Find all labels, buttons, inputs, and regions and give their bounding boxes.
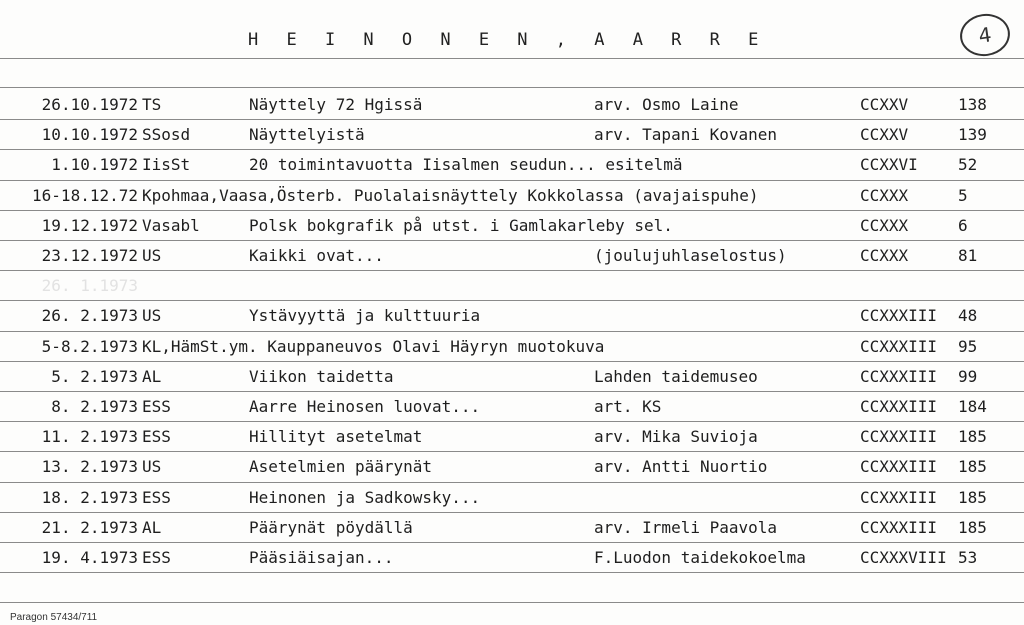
entry-page: 95 (958, 336, 978, 356)
entry-date: 11. 2.1973 (41, 427, 138, 447)
table-row (0, 150, 1024, 180)
table-row (0, 181, 1024, 211)
entry-volume: CCXXXIII (860, 336, 938, 356)
entry-title: Kaikki ovat... (249, 246, 384, 265)
entry-date: 16-18.12.72 (32, 185, 138, 205)
entry-title: 20 toimintavuotta Iisalmen seudun... esitelmä (249, 155, 683, 175)
entry-title: Ystävyyttä ja kulttuuria (249, 306, 481, 326)
entry-title: Polsk bokgrafik på utst. i Gamlakarleby sel. (249, 215, 673, 235)
entry-page: 6 (958, 215, 968, 235)
entry-volume: CCXXXIII (860, 457, 938, 477)
entry-source: US (142, 246, 162, 265)
entry-author: arv. Antti Nuortio (594, 457, 768, 477)
header-rule (0, 58, 1024, 59)
entry-volume: CCXXXIII (860, 366, 938, 386)
entry-page: 185 (958, 517, 987, 537)
entry-author: arv. Mika Suvioja (594, 427, 758, 447)
entry-volume: CCXXXIII (860, 306, 938, 326)
entry-page: 185 (958, 427, 987, 447)
entry-date: 10.10.1972 (41, 125, 138, 145)
entry-source: SSosd (142, 125, 191, 145)
table-top-rule (0, 87, 1024, 88)
entry-source: US (142, 457, 162, 477)
entry-date: 19. 4.1973 (41, 548, 138, 567)
entry-volume: CCXXX (860, 215, 909, 235)
table-row (0, 90, 1024, 120)
entry-source: IisSt (142, 155, 191, 175)
entry-date: 19.12.1972 (41, 215, 138, 235)
entry-author: F.Luodon taidekokoelma (594, 548, 806, 567)
entry-date: 26.10.1972 (41, 95, 138, 114)
entry-source: ESS (142, 548, 171, 567)
entry-volume: CCXXXIII (860, 397, 938, 416)
entry-volume: CCXXXIII (860, 487, 938, 507)
entry-page: 52 (958, 155, 978, 175)
entry-source: Vasabl (142, 215, 200, 235)
entry-source: KL,HämSt.ym. Kauppaneuvos Olavi Häyryn muotokuva (142, 336, 605, 356)
entry-source: ESS (142, 487, 171, 507)
entry-title: Näyttelyistä (249, 125, 365, 145)
entry-volume: CCXXVI (860, 155, 918, 175)
entry-title: Näyttely 72 Hgissä (249, 95, 423, 114)
bottom-rule (0, 602, 1024, 603)
entry-date: 26. 1.1973 (41, 276, 138, 296)
entry-source: ESS (142, 427, 171, 447)
card-title: H E I N O N E N , A A R R E (248, 30, 768, 50)
entry-title: Asetelmien päärynät (249, 457, 433, 477)
entry-date: 18. 2.1973 (41, 487, 138, 507)
entry-volume: CCXXXIII (860, 517, 938, 537)
entry-source: US (142, 306, 162, 326)
entry-author: (joulujuhlaselostus) (594, 246, 787, 265)
entry-title: Hillityt asetelmat (249, 427, 423, 447)
entry-title: Aarre Heinosen luovat... (249, 397, 481, 416)
entry-date: 13. 2.1973 (41, 457, 138, 477)
entry-source: Kpohmaa,Vaasa,Österb. Puolalaisnäyttely Kokkolassa (avajaispuhe) (142, 185, 759, 205)
entry-page: 138 (958, 95, 987, 114)
entry-date: 21. 2.1973 (41, 517, 138, 537)
entry-date: 5. 2.1973 (51, 366, 138, 386)
entry-source: ESS (142, 397, 171, 416)
entry-page: 185 (958, 487, 987, 507)
table-row (0, 362, 1024, 392)
entry-date: 26. 2.1973 (41, 306, 138, 326)
entry-page: 5 (958, 185, 968, 205)
circled-card-number-text: 4 (977, 22, 993, 48)
table-row (0, 513, 1024, 543)
entry-author: arv. Irmeli Paavola (594, 517, 778, 537)
entry-volume: CCXXXVIII (860, 548, 947, 567)
entry-volume: CCXXX (860, 246, 909, 265)
entry-title: Heinonen ja Sadkowsky... (249, 487, 481, 507)
entry-volume: CCXXV (860, 125, 909, 145)
table-row (0, 211, 1024, 241)
entry-author: arv. Osmo Laine (594, 95, 739, 114)
entry-page: 185 (958, 457, 987, 477)
entry-source: AL (142, 366, 162, 386)
entry-volume: CCXXX (860, 185, 909, 205)
entry-author: art. KS (594, 397, 662, 416)
table-row (0, 422, 1024, 452)
entry-source: TS (142, 95, 162, 114)
entry-volume: CCXXXIII (860, 427, 938, 447)
entry-date: 1.10.1972 (51, 155, 138, 175)
entry-page: 48 (958, 306, 978, 326)
row-rule (0, 572, 1024, 573)
entry-page: 184 (958, 397, 987, 416)
entry-page: 81 (958, 246, 978, 265)
entry-title: Viikon taidetta (249, 366, 394, 386)
entry-date: 8. 2.1973 (51, 397, 138, 416)
table-row (0, 452, 1024, 482)
entry-page: 99 (958, 366, 978, 386)
table-row (0, 543, 1024, 573)
printer-imprint: Paragon 57434/711 (10, 612, 98, 623)
entry-date: 5-8.2.1973 (41, 336, 138, 356)
table-row (0, 392, 1024, 422)
entry-source: AL (142, 517, 162, 537)
circled-card-number (957, 11, 1012, 60)
entry-volume: CCXXV (860, 95, 909, 114)
entry-author: Lahden taidemuseo (594, 366, 758, 386)
table-row (0, 120, 1024, 150)
entry-title: Pääsiäisajan... (249, 548, 394, 567)
table-row (0, 301, 1024, 331)
entry-page: 139 (958, 125, 987, 145)
entry-title: Päärynät pöydällä (249, 517, 413, 537)
table-row (0, 241, 1024, 271)
table-row (0, 332, 1024, 362)
table-row (0, 271, 1024, 301)
table-row (0, 483, 1024, 513)
entry-date: 23.12.1972 (41, 246, 138, 265)
entry-author: arv. Tapani Kovanen (594, 125, 778, 145)
entry-page: 53 (958, 548, 978, 567)
